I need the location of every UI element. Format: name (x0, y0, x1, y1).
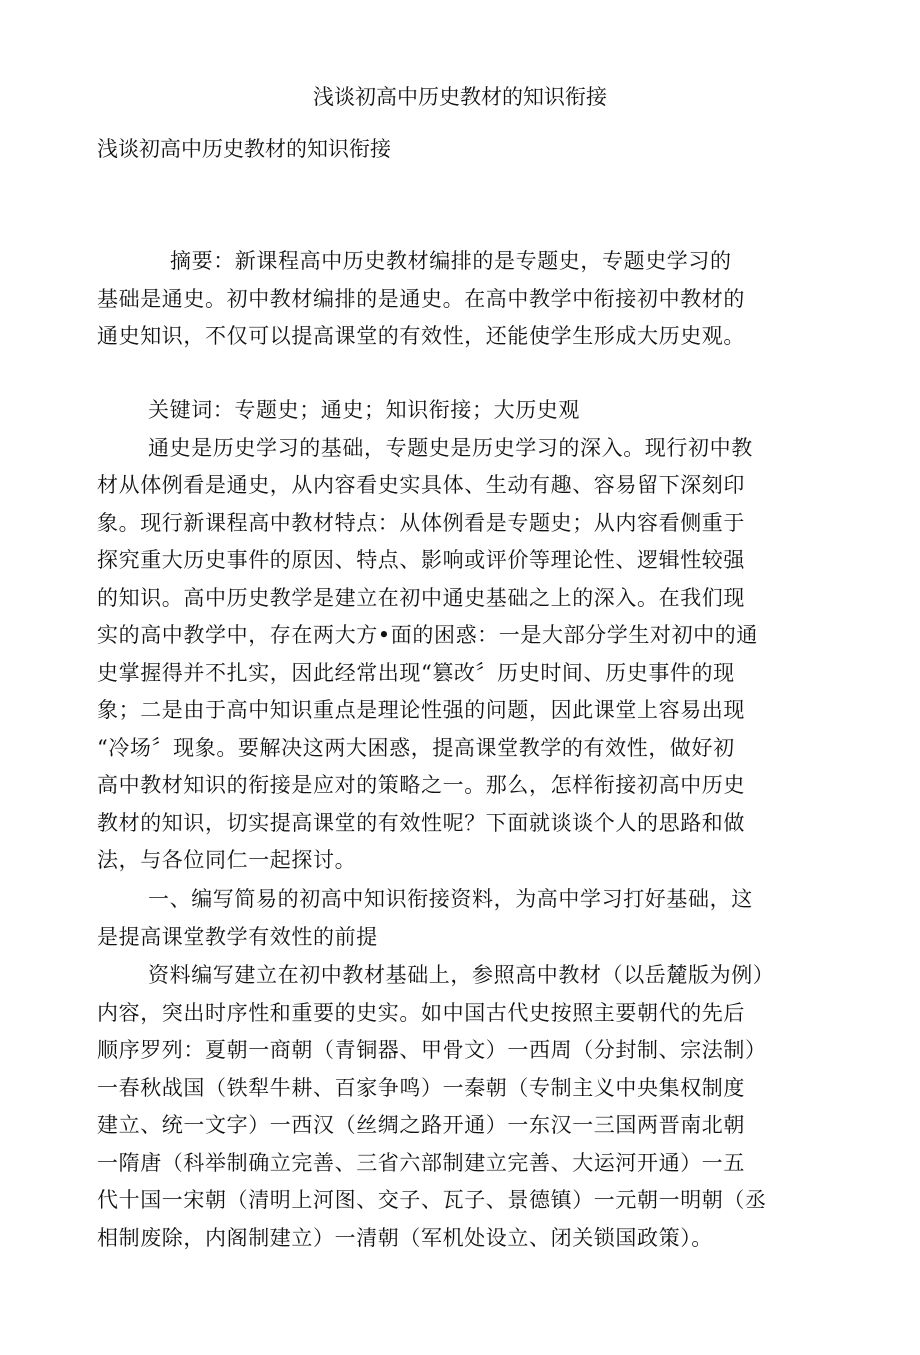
document-subtitle: 浅谈初高中历史教材的知识衔接 (97, 137, 391, 161)
body-line: 史掌握得并不扎实，因此经常出现“篡改〞历史时间、历史事件的现 (97, 661, 735, 685)
body-line: 顺序罗列：夏朝一商朝（青铜器、甲骨文）一西周（分封制、宗法制） (97, 1038, 767, 1062)
document-title: 浅谈初高中历史教材的知识衔接 (313, 85, 607, 109)
body-line: 象。现行新课程高中教材特点：从体例看是专题史；从内容看侧重于 (97, 511, 745, 535)
body-line: 的知识。高中历史教学是建立在初中通史基础之上的深入。在我们现 (97, 586, 745, 610)
abstract-line: 摘要：新课程高中历史教材编排的是专题史，专题史学习的 (170, 249, 732, 273)
body-line: 探究重大历史事件的原因、特点、影响或评价等理论性、逻辑性较强 (97, 548, 745, 572)
keywords-line: 关键词：专题史；通史；知识衔接；大历史观 (148, 398, 580, 422)
body-line: 象；二是由于高中知识重点是理论性强的问题，因此课堂上容易出现 (97, 698, 745, 722)
abstract-line: 基础是通史。初中教材编排的是通史。在高中教学中衔接初中教材的 (97, 287, 745, 311)
body-line: 法，与各位同仁一起探讨。 (97, 848, 357, 872)
body-line: 建立、统一文字）一西汉（丝绸之路开通）一东汉一三国两晋南北朝 (97, 1113, 745, 1137)
body-line: 一隋唐（科举制确立完善、三省六部制建立完善、大运河开通）一五 (97, 1151, 745, 1175)
section-heading: 一、编写简易的初高中知识衔接资料，为高中学习打好基础，这 (148, 887, 753, 911)
body-line: 材从体例看是通史，从内容看史实具体、生动有趣、容易留下深刻印 (97, 473, 745, 497)
body-line: 内容，突出时序性和重要的史实。如中国古代史按照主要朝代的先后 (97, 1001, 745, 1025)
body-line: “冷场〞现象。要解决这两大困惑，提高课堂教学的有效性，做好初 (97, 736, 735, 760)
body-line: 实的高中教学中，存在两大方•面的困惑：一是大部分学生对初中的通 (97, 623, 758, 647)
abstract-line: 通史知识，不仅可以提高课堂的有效性，还能使学生形成大历史观。 (97, 324, 745, 348)
body-line: 代十国一宋朝（清明上河图、交子、瓦子、景德镇）一元朝一明朝（丞 (97, 1188, 767, 1212)
body-line: 高中教材知识的衔接是应对的策略之一。那么，怎样衔接初高中历史 (97, 773, 745, 797)
body-line: 相制废除，内阁制建立）一清朝（军机处设立、闭关锁国政策）。 (97, 1226, 713, 1250)
body-line: 教材的知识，切实提高课堂的有效性呢？下面就谈谈个人的思路和做 (97, 811, 745, 835)
body-line: 通史是历史学习的基础，专题史是历史学习的深入。现行初中教 (148, 436, 753, 460)
body-line: 资料编写建立在初中教材基础上，参照高中教材（以岳麓版为例） (148, 963, 775, 987)
section-heading: 是提高课堂教学有效性的前提 (97, 925, 378, 949)
body-line: 一春秋战国（铁犁牛耕、百家争鸣）一秦朝（专制主义中央集权制度 (97, 1076, 745, 1100)
